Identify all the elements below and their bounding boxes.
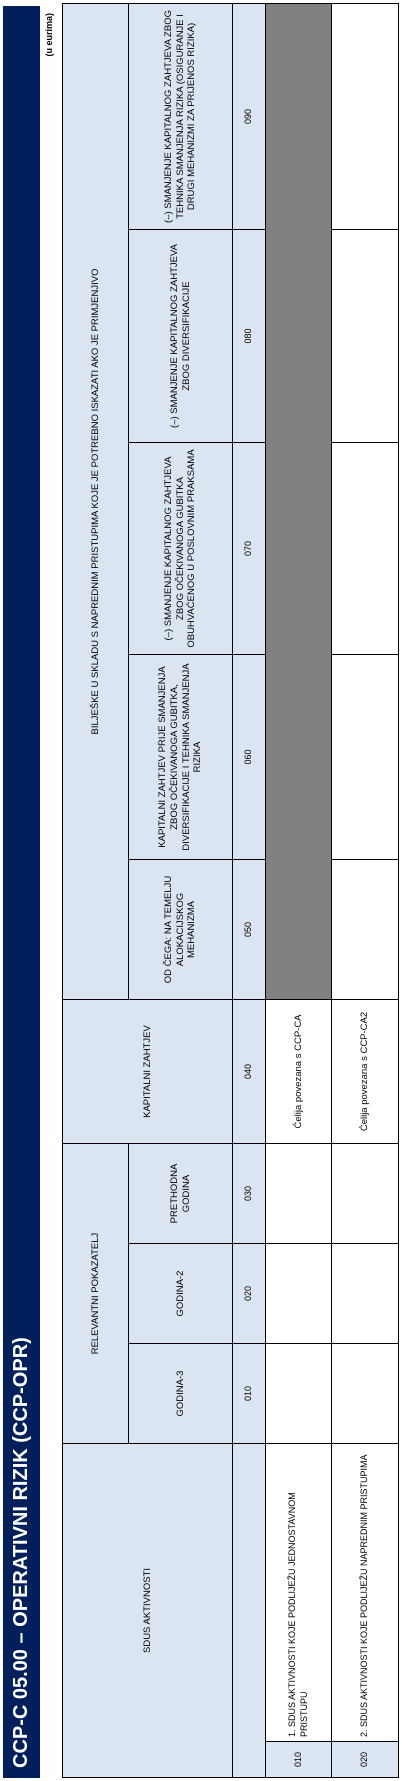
header-memo-advanced: BILJEŠKE U SKLADU S NAPREDNIM PRISTUPIMA KOJE JE POTREBNO ISKAZATI AKO JE PRIMJENJIVO xyxy=(63,3,129,999)
cell-020-010[interactable] xyxy=(332,1344,399,1444)
header-activities: SDUS AKTIVNOSTI xyxy=(63,1444,233,1778)
unit-note: (u eurima) xyxy=(44,13,54,57)
column-code-010: 010 xyxy=(233,1344,266,1444)
cell-010-010[interactable] xyxy=(266,1344,332,1444)
row-code-010: 010 xyxy=(266,1742,332,1778)
row-label-simple-approach: 1. SDUS AKTIVNOSTI KOJE PODLIJEŽU JEDNOSTAVNOM PRISTUPU xyxy=(266,1444,332,1742)
row-code-020: 020 xyxy=(332,1742,399,1778)
cell-020-020[interactable] xyxy=(332,1244,399,1344)
column-code-040: 040 xyxy=(233,1000,266,1144)
cell-020-080[interactable] xyxy=(332,230,399,443)
cell-020-090[interactable] xyxy=(332,3,399,229)
header-allocation-mechanism: OD ČEGA: NA TEMELJU ALOKACIJSKOG MEHANIZMA xyxy=(129,860,233,1000)
cell-010-030[interactable] xyxy=(266,1144,332,1244)
header-before-reduction: KAPITALNI ZAHTJEV PRIJE SMANJENJA ZBOG OČEKIVANOGA GUBITKA, DIVERSIFIKACIJE I TEHNIKA SMANJENJA RIZIKA xyxy=(129,655,233,860)
header-relevant-indicator: RELEVANTNI POKAZATELJ xyxy=(63,1144,129,1444)
codes-row-spacer xyxy=(233,1444,266,1778)
cell-020-030[interactable] xyxy=(332,1144,399,1244)
header-previous-year: PRETHODNA GODINA xyxy=(129,1144,233,1244)
column-code-070: 070 xyxy=(233,443,266,655)
disabled-cells-row-010 xyxy=(266,3,332,999)
column-code-050: 050 xyxy=(233,860,266,1000)
header-year-3: GODINA-3 xyxy=(129,1344,233,1444)
column-code-080: 080 xyxy=(233,230,266,443)
table-row xyxy=(332,3,399,1777)
column-code-020: 020 xyxy=(233,1244,266,1344)
column-code-030: 030 xyxy=(233,1144,266,1244)
cell-020-060[interactable] xyxy=(332,655,399,860)
report-title: CCP-C 05.00 – OPERATIVNI RIZIK (CCP-OPR) xyxy=(3,6,40,1778)
header-risk-mitigation-reduction: (–) SMANJENJE KAPITALNOG ZAHTJEVA ZBOG TEHNIKA SMANJENJA RIZIKA (OSIGURANJE I DRUGI MEHANIZMI ZA PRIJENOS RIZIKA) xyxy=(129,3,233,229)
header-capital-requirement: KAPITALNI ZAHTJEV xyxy=(63,1000,233,1144)
cell-020-070[interactable] xyxy=(332,443,399,655)
column-code-060: 060 xyxy=(233,655,266,860)
header-year-2: GODINA-2 xyxy=(129,1244,233,1344)
cell-020-040-linked-note: Ćelija povezana s CCP-CA2 xyxy=(332,1000,399,1144)
cell-020-050[interactable] xyxy=(332,860,399,1000)
row-label-advanced-approach: 2. SDUS AKTIVNOSTI KOJE PODLIJEŽU NAPREDNIM PRISTUPIMA xyxy=(332,1444,399,1742)
operational-risk-table xyxy=(62,3,399,1778)
header-expected-loss-reduction: (–) SMANJENJE KAPITALNOG ZAHTJEVA ZBOG OČEKIVANOGA GUBITKA OBUHVAĆENOG U POSLOVNIM PRAKSAMA xyxy=(129,443,233,655)
column-code-090: 090 xyxy=(233,3,266,229)
table-row xyxy=(266,3,332,1777)
cell-010-040-linked-note: Ćelija povezana s CCP-CA xyxy=(266,1000,332,1144)
cell-010-020[interactable] xyxy=(266,1244,332,1344)
header-diversification-reduction: (–) SMANJENJE KAPITALNOG ZAHTJEVA ZBOG DIVERSIFIKACIJE xyxy=(129,230,233,443)
